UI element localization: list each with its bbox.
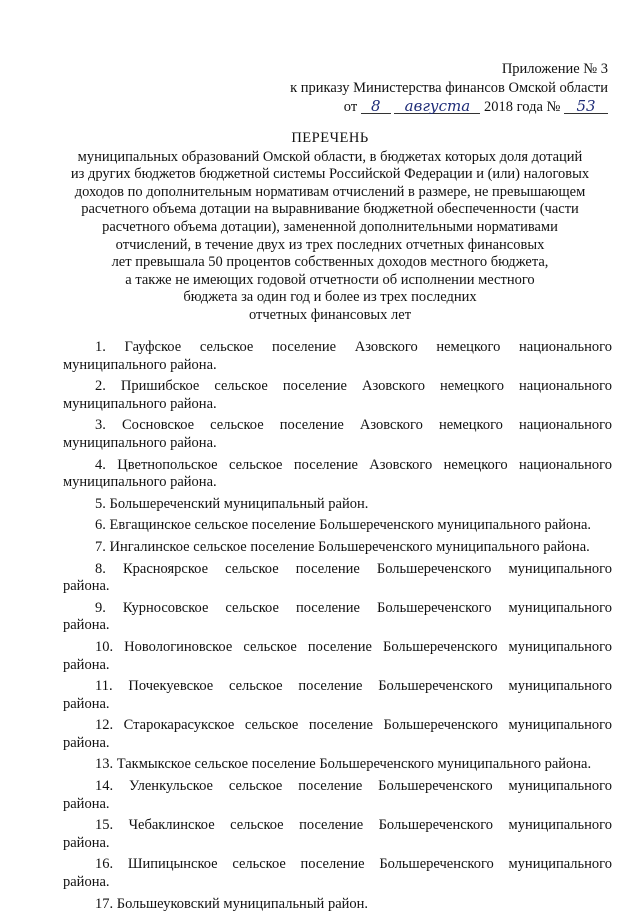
title-line: лет превышала 50 процентов собственных доходов местного бюджета, [111, 254, 549, 271]
list-item [63, 639, 612, 674]
list-item-text: 16. Шипицынское сельское поселение Большереченского муниципального [95, 856, 612, 873]
list-item [63, 778, 612, 813]
from-label: от [343, 99, 358, 115]
list-item-text: 6. Евгащинское сельское поселение Большереченского муниципального района. [95, 517, 592, 534]
appendix-number: Приложение № 3 [501, 61, 608, 77]
list-item [63, 561, 612, 596]
title-line: расчетного объема дотации), замененной дополнительными нормативами [102, 218, 558, 235]
handwritten-order-number: 53 [564, 99, 608, 114]
list-item-text: 5. Большереченский муниципальный район. [95, 495, 369, 512]
list-item [63, 717, 612, 752]
list-item-text: 9. Курносовское сельское поселение Большереченского муниципального [95, 599, 612, 616]
list-item-continuation: муниципального района. [63, 474, 217, 491]
list-item-continuation: района. [63, 656, 110, 673]
list-item-text: 12. Старокарасукское сельское поселение Большереченского муниципального [95, 717, 612, 734]
title-line: бюджета за один год и более из трех последних [183, 289, 477, 306]
title-body [40, 149, 620, 325]
list-item-text: 7. Ингалинское сельское поселение Большереченского муниципального района. [95, 538, 590, 555]
list-item-continuation: района. [63, 617, 110, 634]
list-item [63, 856, 612, 891]
list-item [63, 896, 612, 914]
title-heading: ПЕРЕЧЕНЬ [291, 130, 369, 146]
title-line: доходов по дополнительным нормативам отчислений в размере, не превышающем [74, 183, 586, 200]
list-item [63, 378, 612, 413]
list-item-text: 10. Новологиновское сельское поселение Большереченского муниципального [95, 638, 612, 655]
title-line: расчетного объема дотации на выравнивание бюджетной обеспеченности (части [81, 201, 579, 218]
list-item-continuation: муниципального района. [63, 395, 217, 412]
title-line: отчетных финансовых лет [248, 306, 412, 323]
title-line: а также не имеющих годовой отчетности об исполнении местного [125, 271, 535, 288]
list-item-text: 8. Красноярское сельское поселение Большереченского муниципального [95, 560, 612, 577]
list-item-text: 3. Сосновское сельское поселение Азовского немецкого национального [95, 417, 612, 434]
list-item-continuation: муниципального района. [63, 434, 217, 451]
list-item-continuation: района. [63, 874, 110, 891]
list-item-text: 1. Гауфское сельское поселение Азовского немецкого национального [95, 339, 612, 355]
year-label: 2018 года № [484, 99, 561, 115]
list-item [63, 339, 612, 374]
list-item-text: 2. Пришибское сельское поселение Азовского немецкого национального [95, 378, 612, 395]
list-item-continuation: муниципального района. [63, 356, 217, 373]
order-reference: к приказу Министерства финансов Омской области [290, 80, 608, 96]
handwritten-month: августа [394, 99, 480, 114]
list-item [63, 517, 612, 535]
list-item [63, 756, 612, 774]
list-item-continuation: района. [63, 834, 110, 851]
order-date-line [290, 98, 608, 117]
list-item-continuation: района. [63, 734, 110, 751]
list-item-text: 11. Почекуевское сельское поселение Большереченского муниципального [95, 678, 612, 695]
title-line: отчислений, в течение двух из трех последних отчетных финансовых [115, 236, 545, 253]
list-item [63, 678, 612, 713]
list-item [63, 496, 612, 514]
title-line: муниципальных образований Омской области, в бюджетах которых доля дотаций [77, 148, 583, 165]
list-item [63, 539, 612, 557]
list-item [63, 417, 612, 452]
municipality-list [63, 339, 612, 917]
list-item-text: 14. Уленкульское сельское поселение Большереченского муниципального [95, 778, 612, 795]
handwritten-day: 8 [361, 99, 391, 114]
list-item [63, 817, 612, 852]
list-item [63, 600, 612, 635]
document-title [40, 130, 620, 325]
list-item-continuation: района. [63, 578, 110, 595]
appendix-header [290, 60, 608, 117]
list-item-continuation: района. [63, 695, 110, 712]
list-item [63, 457, 612, 492]
list-item-text: 4. Цветнопольское сельское поселение Азовского немецкого национального [95, 456, 612, 473]
list-item-text: 17. Большеуковский муниципальный район. [95, 895, 369, 912]
list-item-text: 15. Чебаклинское сельское поселение Большереченского муниципального [95, 817, 612, 834]
list-item-continuation: района. [63, 795, 110, 812]
title-line: из других бюджетов бюджетной системы Российской Федерации и (или) налоговых [70, 166, 590, 183]
list-item-text: 13. Такмыкское сельское поселение Большереченского муниципального района. [95, 756, 592, 773]
